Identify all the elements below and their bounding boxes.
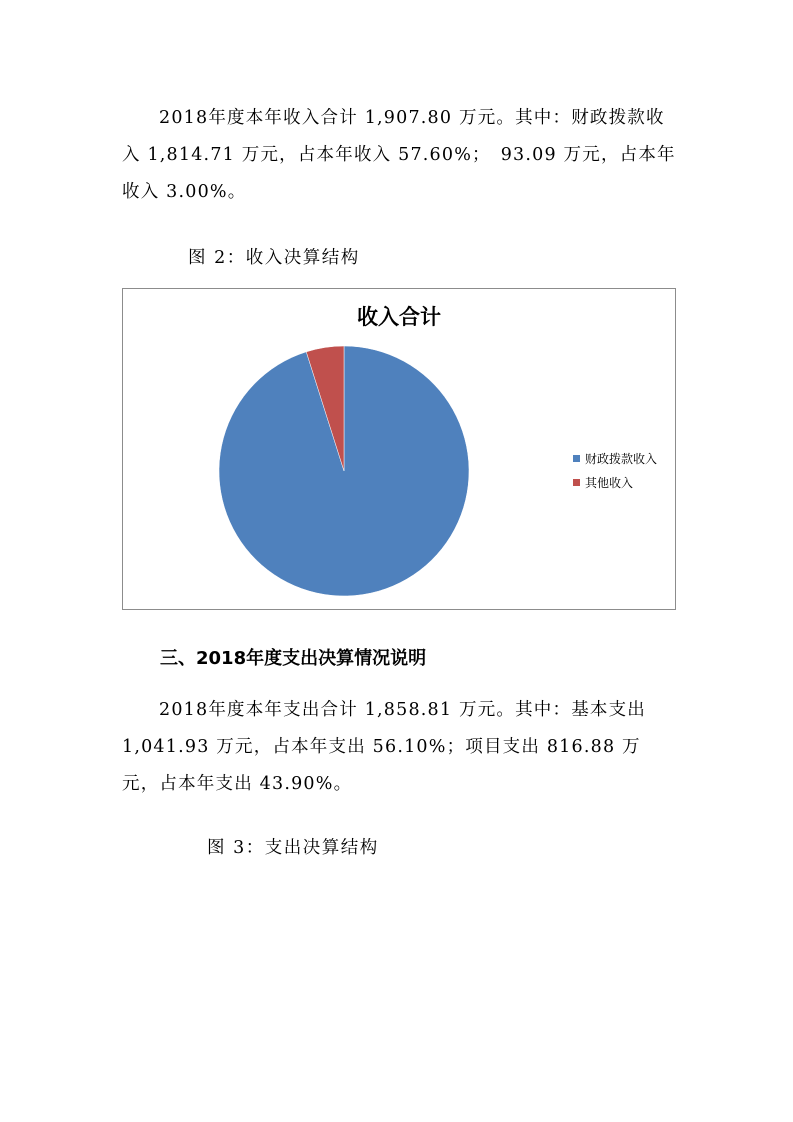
legend-label: 其他收入 [585,475,634,490]
legend-item-other [573,470,657,494]
income-pie-chart [122,288,676,610]
figure-2-caption: 图 2：收入决算结构 [188,248,360,268]
chart-title: 收入合计 [357,305,441,329]
legend-label: 财政拨款收入 [585,451,658,466]
legend-swatch [573,479,580,486]
section-3-heading: 三、2018年度支出决算情况说明 [160,648,427,669]
legend-swatch [573,455,580,462]
figure-3-caption: 图 3：支出决算结构 [207,838,379,858]
legend-item-fiscal [573,446,657,470]
income-summary-paragraph: 2018年度本年收入合计 1,907.80 万元。其中：财政拨款收入 1,814.71 万元，占本年收入 57.60%； 93.09 万元，占本年收入 3.00%。 [122,108,676,202]
chart-legend [573,446,657,494]
expenditure-summary-paragraph: 2018年度本年支出合计 1,858.81 万元。其中：基本支出 1,041.93 万元，占本年支出 56.10%；项目支出 816.88 万元，占本年支出 43.90%。 [122,700,646,794]
